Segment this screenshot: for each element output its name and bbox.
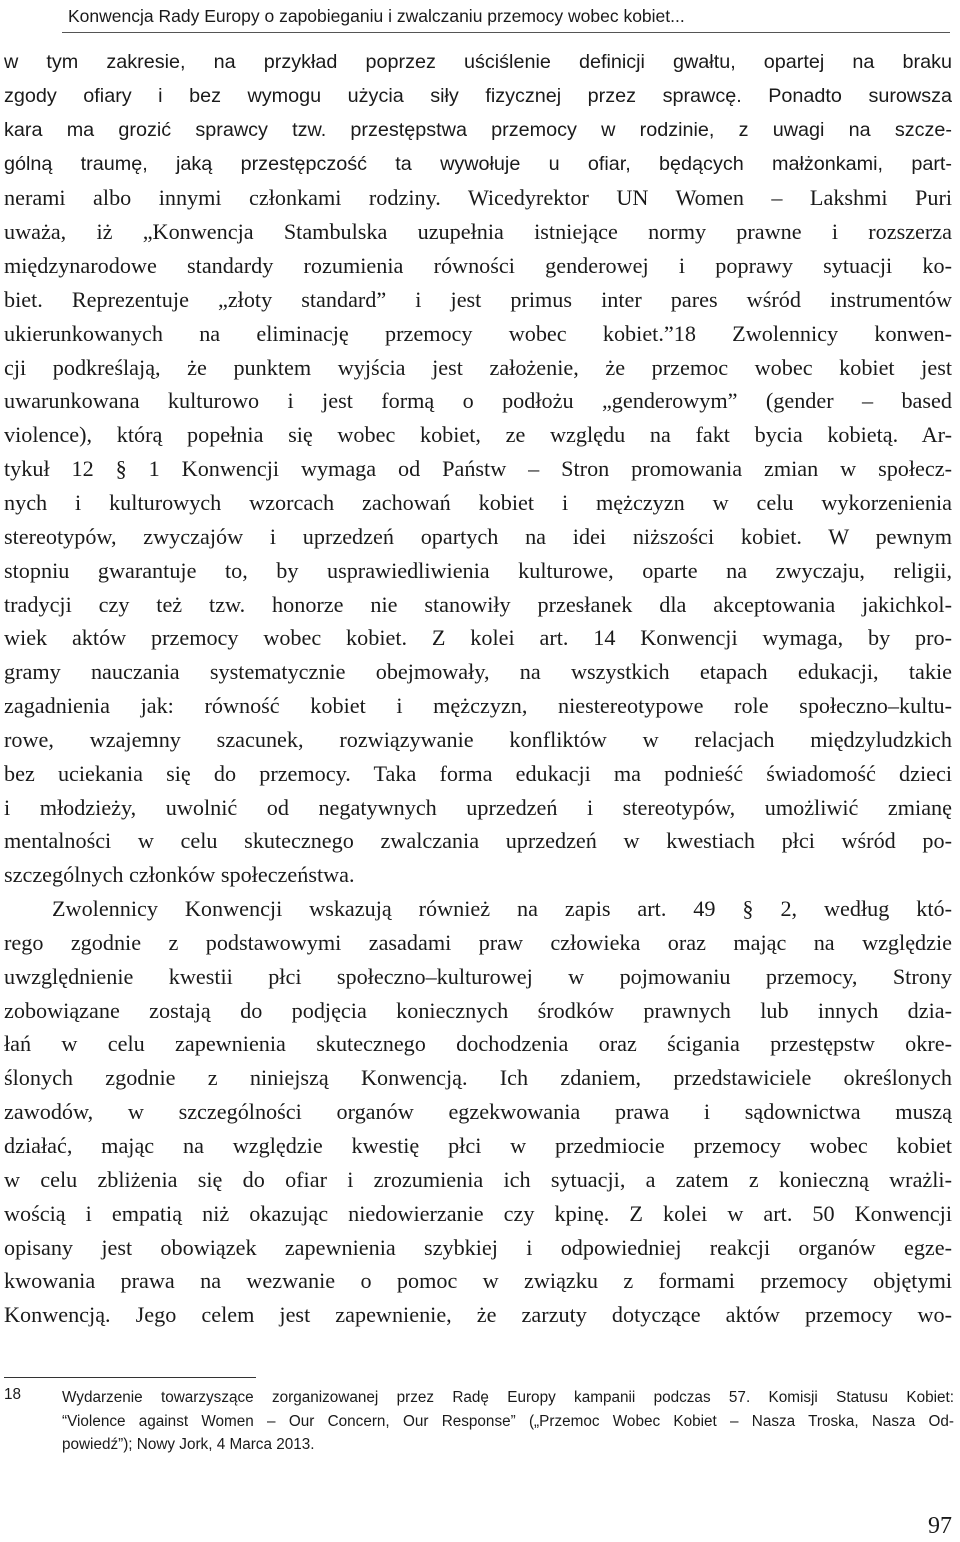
body-line: uwarunkowana kulturowo i jest formą o podłożu „genderowym” (gender – based — [4, 388, 952, 414]
body-line: działać, mając na względzie kwestię płci w przedmiocie przemocy wobec kobiet — [4, 1133, 952, 1158]
body-line: Konwencją. Jego celem jest zapewnienie, że zarzuty dotyczące aktów przemocy wo- — [4, 1302, 952, 1328]
footnote-number: 18 — [4, 1386, 22, 1403]
body-line: szczególnych członków społeczeństwa. — [4, 862, 355, 888]
body-line: Zwolennicy Konwencji wskazują również na zapis art. 49 § 2, według któ- — [52, 896, 952, 922]
body-line: bez uciekania się do przemocy. Taka forma edukacji ma podnieść świadomość dzieci — [4, 760, 952, 786]
body-line: cji podkreślają, że punktem wyjścia jest założenie, że przemoc wobec kobiet jest — [4, 354, 952, 380]
body-line: tykuł 12 § 1 Konwencji wymaga od Państw – Stron promowania zmian w społecz- — [4, 456, 952, 482]
body-line: nerami albo innymi członkami rodziny. Wicedyrektor UN Women – Lakshmi Puri — [4, 185, 952, 211]
body-line: mentalności w celu skutecznego zwalczania uprzedzeń w kwestiach płci wśród po- — [4, 828, 952, 854]
page-number: 97 — [928, 1513, 952, 1539]
footnote-line: powiedź”); Nowy Jork, 4 Marca 2013. — [62, 1436, 315, 1453]
footnote-text — [62, 1386, 954, 1457]
running-header: Konwencja Rady Europy o zapobieganiu i zwalczaniu przemocy wobec kobiet... — [68, 6, 685, 26]
body-line: nych i kulturowych wzorcach zachowań kobiet i mężczyzn w celu wykorzenienia — [4, 489, 952, 515]
body-line: rowe, wzajemny szacunek, rozwiązywanie konfliktów w relacjach międzyludzkich — [4, 726, 952, 752]
body-line: stopniu gwarantuje to, by usprawiedliwienia kulturowe, oparte na zwyczaju, religii, — [4, 557, 952, 583]
footnote-line: “Violence against Women – Our Concern, Our Response” („Przemoc Wobec Kobiet – Nasza Troska, Nasza Od- — [62, 1412, 954, 1430]
footnote-separator — [4, 1377, 256, 1378]
header-rule — [62, 32, 950, 33]
body-line: zagadnienia jak: równość kobiet i mężczyzn, niestereotypowe role społeczno–kultu- — [4, 693, 952, 719]
body-line: uważa, iż „Konwencja Stambulska uzupełnia istniejące normy prawne i rozszerza — [4, 219, 952, 245]
body-line: gólną traumę, jaką przestępczość ta wywołuje u ofiar, będących małżonkami, part- — [4, 152, 952, 175]
body-line: tradycji czy też tzw. honorze nie stanowiły przesłanek dla akceptowania jakichkol- — [4, 591, 952, 617]
body-line: rego zgodnie z podstawowymi zasadami praw człowieka oraz mając na względzie — [4, 929, 952, 955]
body-line: ukierunkowanych na eliminację przemocy wobec kobiet.”18 Zwolennicy konwen- — [4, 320, 952, 346]
body-line: międzynarodowe standardy rozumienia równości genderowej i poprawy sytuacji ko- — [4, 253, 952, 279]
body-line: zgody ofiary i bez wymogu użycia siły fizycznej przez sprawcę. Ponadto surowsza — [4, 84, 952, 107]
body-line: i młodzieży, uwolnić od negatywnych uprzedzeń i stereotypów, umożliwić zmianę — [4, 794, 952, 820]
body-line: violence), którą popełnia się wobec kobiet, ze względu na fakt bycia kobietą. Ar- — [4, 422, 952, 448]
body-line: zawodów, w szczególności organów egzekwowania prawa i sądownictwa muszą — [4, 1099, 952, 1125]
footnote-line: Wydarzenie towarzyszące zorganizowanej przez Radę Europy kampanii podczas 57. Komisji Statusu Kobiet: — [62, 1389, 954, 1406]
body-line: uwzględnienie kwestii płci społeczno–kulturowej w pojmowaniu przemocy, Strony — [4, 963, 952, 989]
body-line: opisany jest obowiązek zapewnienia szybkiej i odpowiedniej reakcji organów egze- — [4, 1234, 952, 1260]
body-line: gramy nauczania systematycznie obejmowały, na wszystkich etapach edukacji, takie — [4, 659, 952, 685]
body-line: zobowiązane zostają do podjęcia koniecznych środków prawnych lub innych dzia- — [4, 997, 952, 1023]
body-line: biet. Reprezentuje „złoty standard” i jest primus inter pares wśród instrumentów — [4, 286, 952, 312]
body-line: stereotypów, zwyczajów i uprzedzeń opartych na idei niższości kobiet. W pewnym — [4, 523, 952, 549]
body-line: kwowania prawa na wezwanie o pomoc w związku z formami przemocy objętymi — [4, 1268, 952, 1294]
body-line: ślonych zgodnie z niniejszą Konwencją. Ich zdaniem, przedstawiciele określonych — [4, 1065, 952, 1091]
body-line: wiek aktów przemocy wobec kobiet. Z kolei art. 14 Konwencji wymaga, by pro- — [4, 625, 952, 651]
body-line: łań w celu zapewnienia skutecznego dochodzenia oraz ścigania przestępstw okre- — [4, 1031, 952, 1057]
body-line: wością i empatią niż okazując niedowierzanie czy kpinę. Z kolei w art. 50 Konwencji — [4, 1200, 952, 1226]
body-text — [4, 46, 952, 1332]
body-line: w celu zbliżenia się do ofiar i zrozumienia ich sytuacji, a zatem z konieczną wrażli- — [4, 1166, 952, 1192]
body-line: w tym zakresie, na przykład poprzez uściślenie definicji gwałtu, opartej na braku — [4, 51, 952, 73]
body-line: kara ma grozić sprawcy tzw. przestępstwa przemocy w rodzinie, z uwagi na szcze- — [4, 118, 952, 141]
